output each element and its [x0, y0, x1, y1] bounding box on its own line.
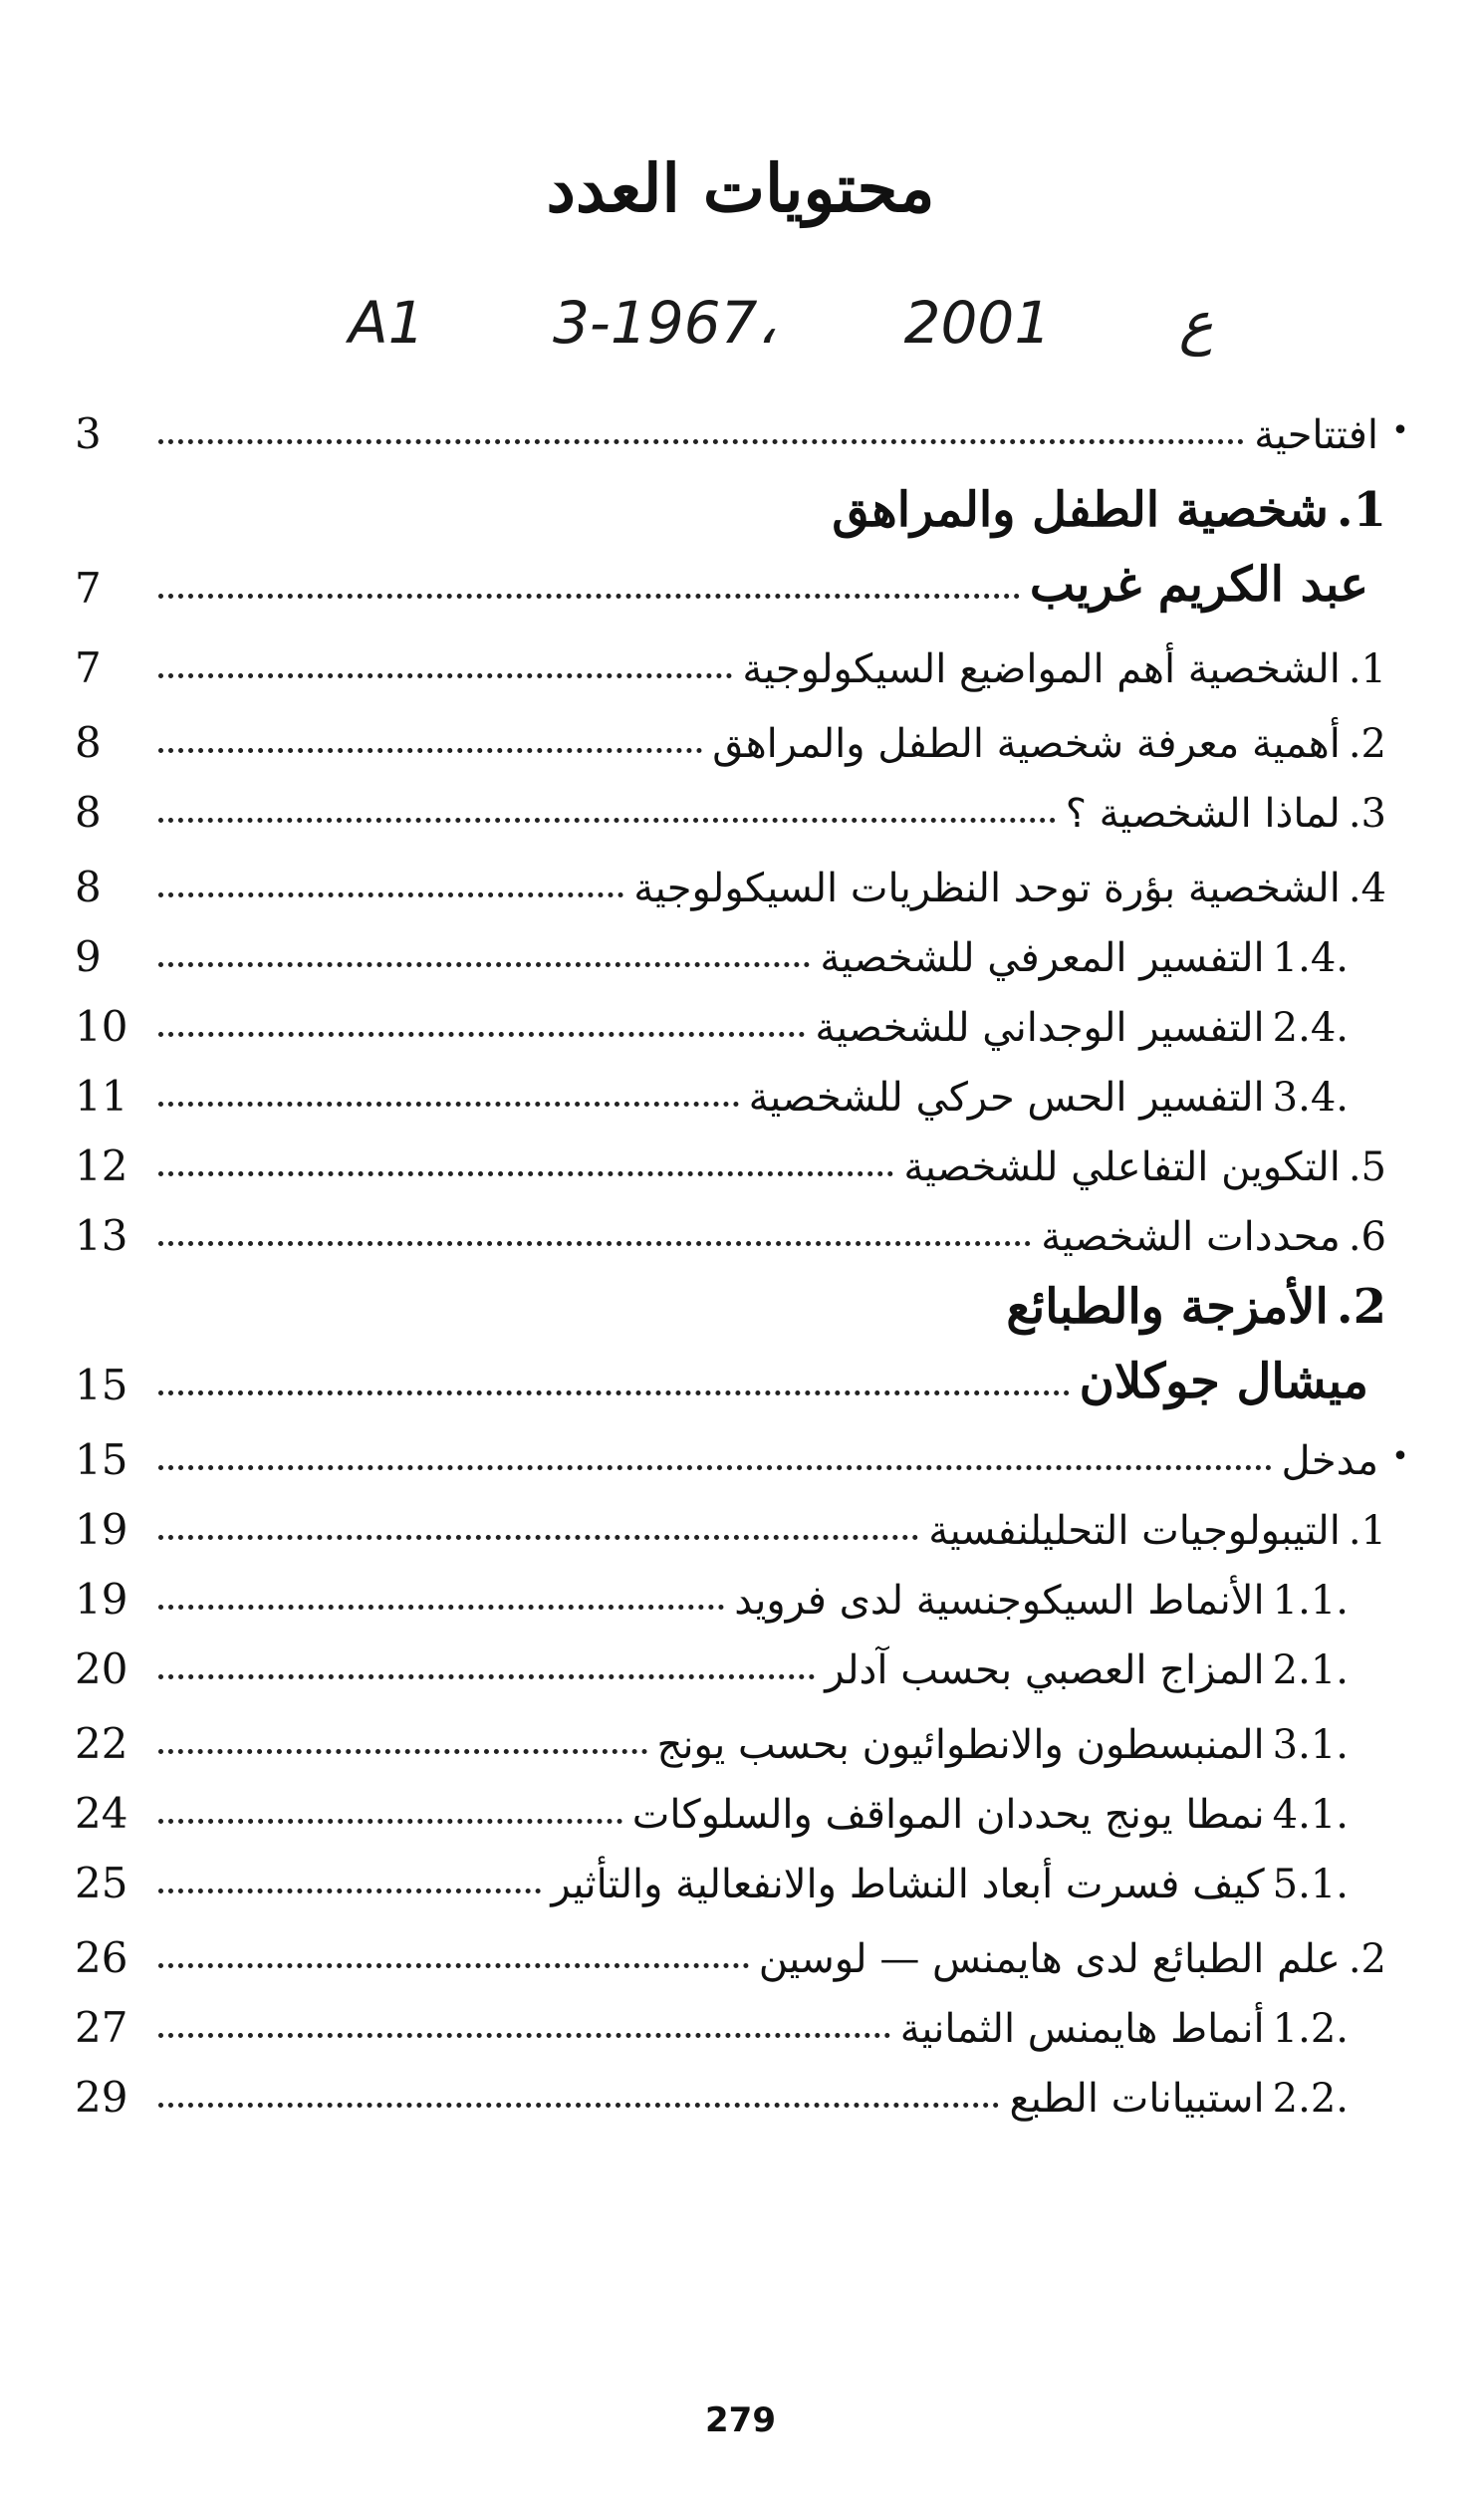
- section-heading: [75, 1265, 1414, 1335]
- entry-title: الشخصية بؤرة توحد النظريات السيكولوجية: [633, 866, 1341, 911]
- entry-page-number: 22: [75, 1719, 128, 1768]
- entry-page-number: 12: [75, 1141, 128, 1190]
- toc-entry: [75, 2052, 1414, 2122]
- dot-leader: [158, 1171, 893, 1176]
- dot-leader: [158, 594, 1020, 599]
- toc-entry: [75, 767, 1414, 837]
- bullet-marker: [1386, 1544, 1414, 1554]
- entry-page-number: 7: [75, 643, 102, 692]
- bullet-marker: [1386, 2112, 1414, 2122]
- page-number: 279: [705, 2400, 776, 2440]
- entry-title: الأنماط السيكوجنسية لدى فرويد: [734, 1578, 1265, 1624]
- bullet-marker: [1386, 1614, 1414, 1624]
- toc-entry: [75, 911, 1414, 981]
- bullet-marker: [1386, 1972, 1414, 1982]
- toc-title: محتويات العدد: [546, 149, 935, 227]
- entry-page-number: 27: [75, 2003, 128, 2052]
- entry-title: نمطا يونج يحددان المواقف والسلوكات: [631, 1792, 1265, 1838]
- entry-title: التيبولوجيات التحليلنفسية: [928, 1508, 1341, 1554]
- entry-page-number: 24: [75, 1789, 128, 1838]
- dot-leader: [158, 1889, 541, 1893]
- entry-number: 1.1.: [1272, 1578, 1349, 1624]
- bullet-marker: [1386, 528, 1414, 538]
- entry-title: افتتاحية: [1254, 412, 1378, 458]
- entry-page-number: 8: [75, 863, 102, 911]
- bullet-marker: [1386, 1828, 1414, 1838]
- entry-title: الأمزجة والطبائع: [1006, 1279, 1329, 1335]
- bullet-marker: [1386, 757, 1414, 767]
- toc-entry: [75, 1838, 1414, 1907]
- entry-page-number: 10: [75, 1002, 128, 1051]
- entry-number: .1: [1336, 482, 1386, 538]
- entry-title: التفسير المعرفي للشخصية: [820, 935, 1265, 981]
- bullet-marker: [1386, 1897, 1414, 1907]
- toc-entry: [75, 1698, 1414, 1768]
- entry-number: .2: [1348, 721, 1386, 767]
- entry-title: التكوين التفاعلي للشخصية: [903, 1144, 1341, 1190]
- bullet-marker: [1386, 1399, 1414, 1409]
- dot-leader: [158, 1605, 724, 1610]
- entry-number: .4: [1348, 866, 1386, 911]
- dot-leader: [158, 1674, 815, 1679]
- entry-title: الشخصية أهم المواضيع السيكولوجية: [742, 646, 1341, 692]
- entry-title: استبيانات الطبع: [1009, 2076, 1265, 2122]
- entry-number: .6: [1348, 1214, 1386, 1260]
- entry-number: 3.1.: [1272, 1722, 1349, 1768]
- entry-page-number: 3: [75, 409, 102, 458]
- entry-title: التفسير الحس حركي للشخصية: [748, 1075, 1265, 1121]
- entry-number: .1: [1348, 646, 1386, 692]
- entry-title: المزاج العصبي بحسب آدلر: [825, 1647, 1265, 1693]
- dot-leader: [158, 2033, 890, 2038]
- entry-page-number: 29: [75, 2073, 128, 2122]
- entry-title: علم الطبائع لدى هايمنس — لوسين: [758, 1936, 1341, 1982]
- dot-leader: [158, 892, 623, 897]
- entry-page-number: 20: [75, 1644, 128, 1693]
- entry-title: ميشال جوكلان: [1079, 1354, 1368, 1409]
- entry-page-number: 15: [75, 1361, 128, 1409]
- entry-page-number: 26: [75, 1933, 128, 1982]
- bullet-marker: [1386, 1758, 1414, 1768]
- entry-number: 1.4.: [1272, 935, 1349, 981]
- entry-page-number: 9: [75, 932, 102, 981]
- bullet-marker: [1386, 603, 1414, 613]
- toc-entry: [75, 981, 1414, 1051]
- entry-title: عبد الكريم غريب: [1029, 557, 1368, 613]
- dot-leader: [158, 748, 702, 753]
- bullet-marker: [1386, 827, 1414, 837]
- bullet-marker: [1386, 1683, 1414, 1693]
- dot-leader: [158, 1032, 805, 1037]
- author-entry: [75, 543, 1414, 613]
- bullet-marker: [1386, 682, 1414, 692]
- entry-title: كيف فسرت أبعاد النشاط والانفعالية والتأثير: [551, 1862, 1265, 1907]
- entry-number: .2: [1336, 1279, 1386, 1335]
- entry-number: 2.4.: [1272, 1005, 1349, 1051]
- bullet-marker: [1386, 901, 1414, 911]
- entry-title: التفسير الوجداني للشخصية: [815, 1005, 1265, 1051]
- bullet-marker: [1386, 1180, 1414, 1190]
- toc-entry: [75, 1912, 1414, 1982]
- bullet-marker: •: [1391, 413, 1409, 448]
- entry-title: مدخل: [1281, 1438, 1378, 1484]
- toc-entry: [75, 1414, 1414, 1484]
- section-heading: [75, 468, 1414, 538]
- entry-page-number: 19: [75, 1575, 128, 1624]
- toc-entry: [75, 842, 1414, 911]
- author-entry: [75, 1340, 1414, 1409]
- entry-page-number: 8: [75, 788, 102, 837]
- entry-number: .5: [1348, 1144, 1386, 1190]
- entry-title: المنبسطون والانطوائيون بحسب يونج: [656, 1722, 1265, 1768]
- dot-leader: [158, 1963, 749, 1968]
- toc-entry: [75, 1554, 1414, 1624]
- toc-entry: [75, 1484, 1414, 1554]
- bullet-marker: [1386, 971, 1414, 981]
- bullet-marker: [1386, 1250, 1414, 1260]
- dot-leader: [158, 1102, 739, 1107]
- toc-entry: [75, 623, 1414, 692]
- entry-number: .1: [1348, 1508, 1386, 1554]
- entry-title: محددات الشخصية: [1041, 1214, 1341, 1260]
- handwritten-annotation: A1 3-ع 2001 ،1967: [349, 289, 1214, 357]
- dot-leader: [158, 1535, 918, 1540]
- dot-leader: [158, 1819, 622, 1824]
- bullet-marker: [1386, 2042, 1414, 2052]
- entry-page-number: 7: [75, 564, 102, 613]
- entry-number: 1.2.: [1272, 2006, 1349, 2052]
- entry-number: .3: [1348, 791, 1386, 837]
- bullet-marker: [1386, 1111, 1414, 1121]
- toc-entry: [75, 697, 1414, 767]
- dot-leader: [158, 1749, 647, 1754]
- entry-page-number: 25: [75, 1859, 128, 1907]
- entry-number: 2.2.: [1272, 2076, 1349, 2122]
- entry-number: .2: [1348, 1936, 1386, 1982]
- toc-entry: [75, 1051, 1414, 1121]
- dot-leader: [158, 1465, 1272, 1470]
- toc-entry: [75, 1624, 1414, 1693]
- entry-page-number: 13: [75, 1211, 128, 1260]
- toc-entry: [75, 388, 1414, 458]
- toc-entry: [75, 1121, 1414, 1190]
- entry-title: أهمية معرفة شخصية الطفل والمراهق: [712, 721, 1341, 767]
- toc-entry: [75, 1190, 1414, 1260]
- dot-leader: [158, 673, 732, 678]
- entry-title: لماذا الشخصية ؟: [1065, 791, 1341, 837]
- dot-leader: [158, 2103, 999, 2108]
- entry-page-number: 19: [75, 1505, 128, 1554]
- dot-leader: [158, 439, 1244, 444]
- entry-page-number: 15: [75, 1435, 128, 1484]
- dot-leader: [158, 1390, 1070, 1395]
- dot-leader: [158, 1241, 1031, 1246]
- bullet-marker: [1386, 1325, 1414, 1335]
- toc-entry: [75, 1982, 1414, 2052]
- entry-page-number: 11: [75, 1072, 128, 1121]
- toc-entry: [75, 1768, 1414, 1838]
- bullet-marker: [1386, 1041, 1414, 1051]
- dot-leader: [158, 818, 1056, 823]
- entry-title: أنماط هايمنس الثمانية: [899, 2006, 1265, 2052]
- dot-leader: [158, 962, 810, 967]
- entry-page-number: 8: [75, 718, 102, 767]
- entry-number: 3.4.: [1272, 1075, 1349, 1121]
- bullet-marker: •: [1391, 1439, 1409, 1474]
- entry-number: 2.1.: [1272, 1647, 1349, 1693]
- entry-number: 4.1.: [1272, 1792, 1349, 1838]
- entry-title: شخصية الطفل والمراهق: [832, 482, 1329, 538]
- entry-number: 5.1.: [1272, 1862, 1349, 1907]
